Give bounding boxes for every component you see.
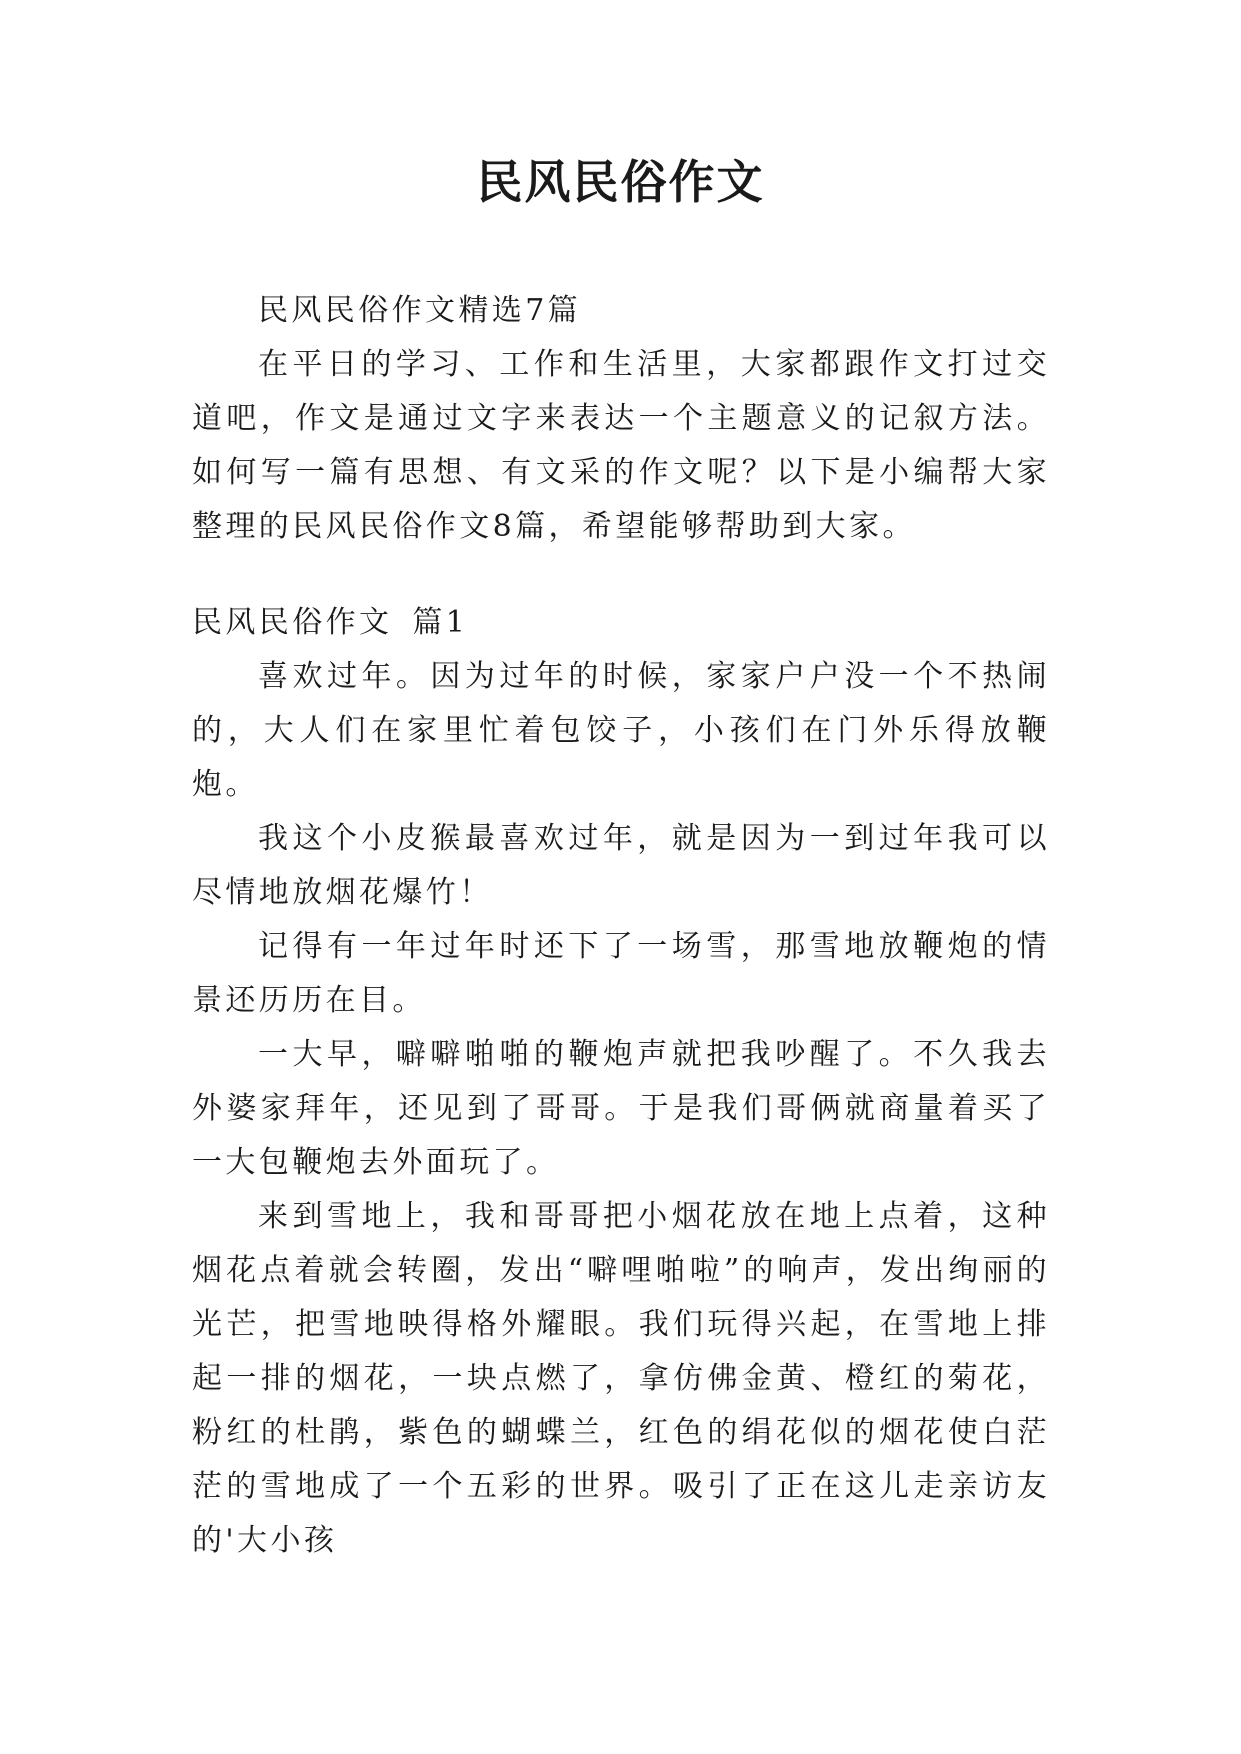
body-paragraph: 喜欢过年。因为过年的时候，家家户户没一个不热闹的，大人们在家里忙着包饺子，小孩们在门外乐得放鞭炮。 [192, 659, 1050, 802]
section-heading-title: 民风民俗作文 [192, 605, 393, 640]
document-title: 民风民俗作文 [476, 155, 765, 209]
document-subtitle: 民风民俗作文精选7篇 [258, 293, 582, 328]
section-heading [192, 596, 1050, 650]
body-paragraph: 记得有一年过年时还下了一场雪，那雪地放鞭炮的情景还历历在目。 [192, 929, 1050, 1018]
body-paragraph: 来到雪地上，我和哥哥把小烟花放在地上点着，这种烟花点着就会转圈，发出“噼哩啪啦”的响声，发出绚丽的光芒，把雪地映得格外耀眼。我们玩得兴起，在雪地上排起一排的烟花，一块点燃了，拿仿佛金黄、橙红的菊花，粉红的杜鹃，紫色的蝴蝶兰，红色的绢花似的烟花使白茫茫的雪地成了一个五彩的世界。吸引了正在这儿走亲访友的'大小孩 [192, 1199, 1050, 1558]
document-body [192, 284, 1050, 1568]
intro-paragraph: 在平日的学习、工作和生活里，大家都跟作文打过交道吧，作文是通过文字来表达一个主题意义的记叙方法。如何写一篇有思想、有文采的作文呢？以下是小编帮大家整理的民风民俗作文8篇，希望能够帮助到大家。 [192, 347, 1050, 544]
section-heading-number: 篇1 [412, 605, 469, 640]
body-paragraph: 一大早，噼噼啪啪的鞭炮声就把我吵醒了。不久我去外婆家拜年，还见到了哥哥。于是我们哥俩就商量着买了一大包鞭炮去外面玩了。 [192, 1037, 1050, 1180]
body-paragraph: 我这个小皮猴最喜欢过年，就是因为一到过年我可以尽情地放烟花爆竹！ [192, 821, 1050, 910]
